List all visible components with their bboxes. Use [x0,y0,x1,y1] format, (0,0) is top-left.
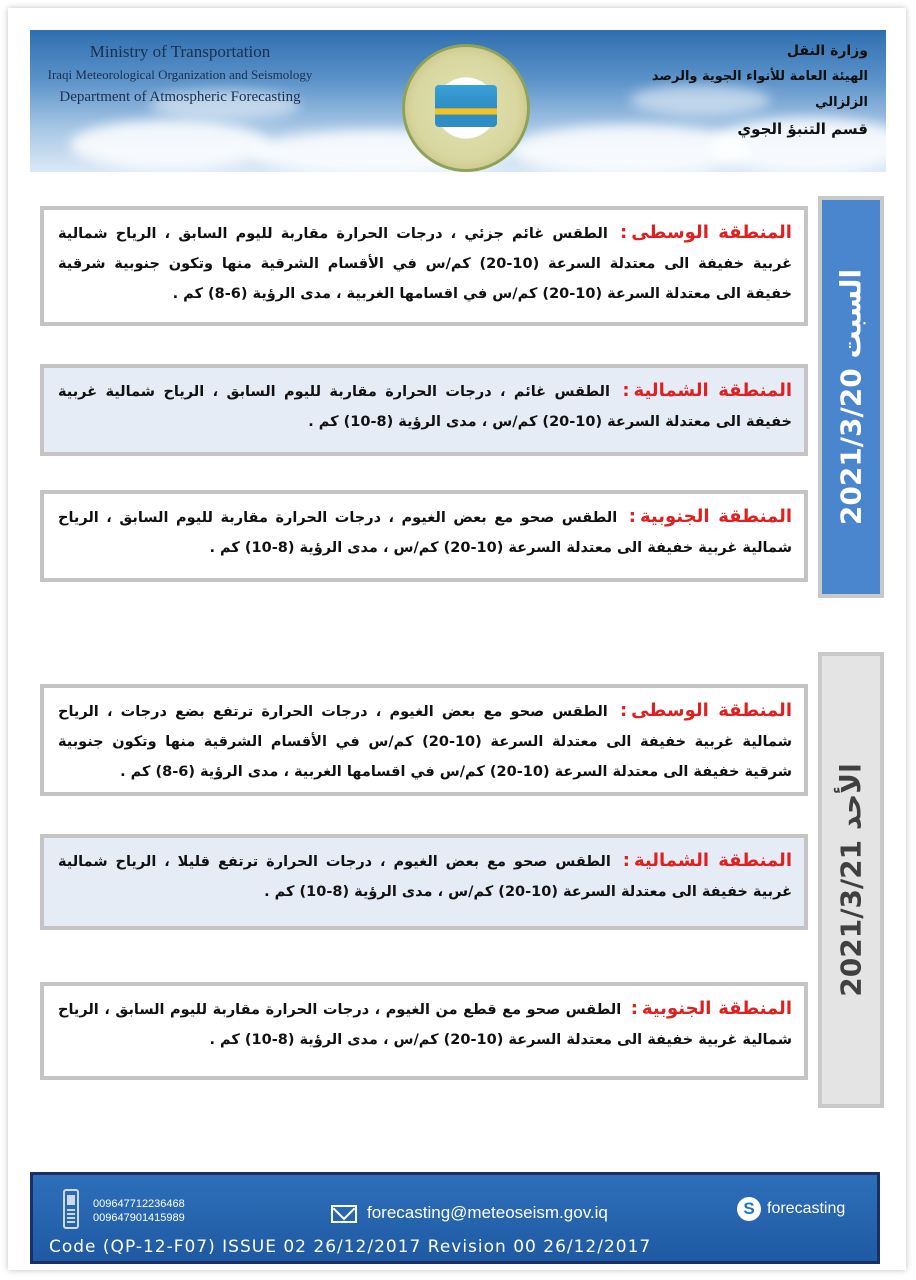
skype-handle[interactable]: forecasting [767,1200,846,1217]
region-colon: : [620,222,628,243]
region-title: المنطقة الوسطى [631,700,792,721]
phone-number-1: 009647712236468 [93,1198,185,1210]
region-title: المنطقة الشمالية [633,850,792,871]
region-title: المنطقة الشمالية [633,380,792,401]
logo-emblem-icon [435,85,497,127]
region-forecast-text: الطقس صحو مع بعض الغيوم ، درجات الحرارة ترتفع بضع درجات ، الرياح شمالية غربية خفيفة الى معتدلة السرعة (10-20) كم/س في الأقسام الشرقية منها وتكون جنوبية شرقية خفيفة الى معتدلة السرعة (10-20) كم/س في اقسامها الغربية ، مدى الرؤية (6-8) كم . [58,704,792,780]
page-sheet [8,8,906,1270]
region-forecast-text: الطقس صحو مع بعض الغيوم ، درجات الحرارة ترتفع قليلا ، الرياح شمالية غربية خفيفة الى معتدلة السرعة (10-20) كم/س ، مدى الرؤية (8-10) كم . [58,854,792,900]
region-colon: : [628,506,636,527]
forecast-box-day1-south [40,490,808,582]
region-forecast-text: الطقس غائم ، درجات الحرارة مقاربة لليوم السابق ، الرياح شمالية غربية خفيفة الى معتدلة السرعة (10-20) كم/س ، مدى الرؤية (8-10) كم . [58,384,792,430]
region-title: المنطقة الجنوبية [641,998,792,1019]
region-colon: : [622,380,630,401]
organization-name-ar: الهيئة العامة للأنواء الجوية والرصد الزلزالي [651,69,868,110]
region-title: المنطقة الجنوبية [639,506,792,527]
footer-bar [30,1172,880,1264]
department-name-ar: قسم التنبؤ الجوي [737,120,868,138]
date-bar-day2 [818,652,884,1108]
forecast-box-day2-north [40,834,808,930]
region-forecast-text: الطقس صحو مع قطع من الغيوم ، درجات الحرارة مقاربة لليوم السابق ، الرياح شمالية غربية خفيفة الى معتدلة السرعة (10-20) كم/س ، مدى الرؤية (8-10) كم . [58,1002,792,1048]
email-link[interactable]: forecasting@meteoseism.gov.iq [367,1203,608,1222]
phone-number-2: 009647901415989 [93,1212,185,1224]
forecast-box-day2-south [40,982,808,1080]
ministry-name-en: Ministry of Transportation [89,42,271,61]
region-title: المنطقة الوسطى [631,222,792,243]
forecast-box-day1-north [40,364,808,456]
skype-icon: S [737,1197,761,1221]
organization-name-en: Iraqi Meteorological Organization and Seismology [47,67,313,82]
date-bar-day1 [818,196,884,598]
header-banner [30,30,886,172]
header-arabic-block [608,38,868,142]
forecast-box-day2-central [40,684,808,796]
forecast-box-day1-central [40,206,808,326]
date-label-day2: الأحد 2021/3/21 [834,763,868,997]
region-colon: : [622,850,630,871]
phone-numbers [93,1197,185,1225]
department-name-en: Department of Atmospheric Forecasting [59,89,301,105]
document-code-line: Code (QP-12-F07) ISSUE 02 26/12/2017 Revision 00 26/12/2017 [49,1237,652,1257]
mail-icon [331,1205,357,1223]
region-forecast-text: الطقس صحو مع بعض الغيوم ، درجات الحرارة مقاربة لليوم السابق ، الرياح شمالية غربية خفيفة الى معتدلة السرعة (10-20) كم/س ، مدى الرؤية (8-10) كم . [58,510,792,556]
region-colon: : [630,998,638,1019]
cloud-decoration [70,120,270,170]
region-forecast-text: الطقس غائم جزئي ، درجات الحرارة مقاربة لليوم السابق ، الرياح شمالية غربية خفيفة الى معتدلة السرعة (10-20) كم/س في الأقسام الشرقية منها وتكون جنوبية شرقية خفيفة الى معتدلة السرعة (10-20) كم/س في اقسامها الغربية ، مدى الرؤية (6-8) كم . [58,226,792,302]
header-english-block [30,40,330,109]
region-colon: : [619,700,628,721]
organization-logo [402,44,530,172]
ministry-name-ar: وزارة النقل [786,43,868,59]
date-label-day1: السبت 2021/3/20 [834,268,868,526]
phone-icon [63,1189,79,1229]
